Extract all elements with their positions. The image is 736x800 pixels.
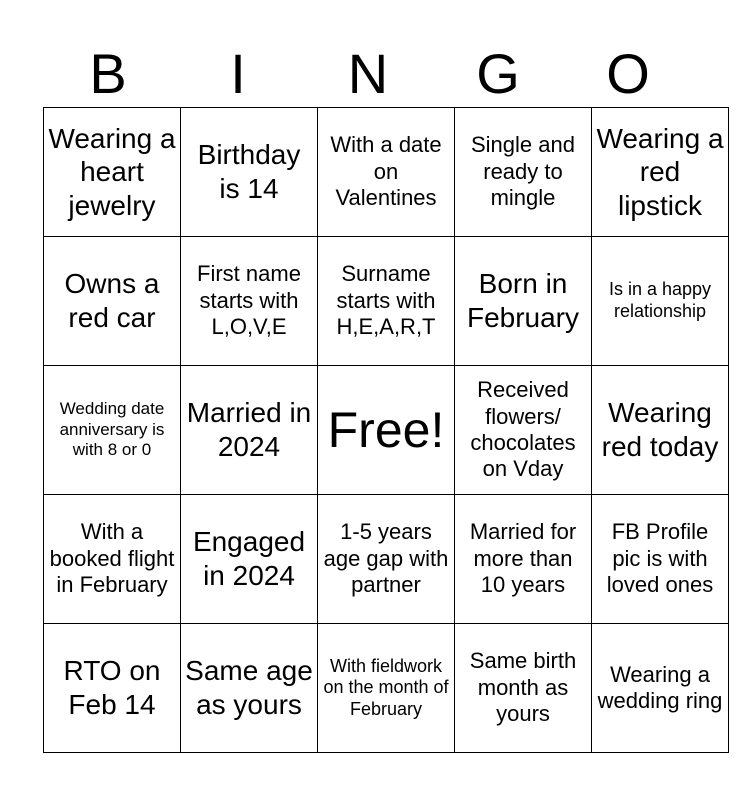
bingo-cell[interactable]: Birthday is 14 [181,108,318,237]
bingo-cell[interactable]: Is in a happy relationship [592,237,729,366]
bingo-cell[interactable]: Married in 2024 [181,366,318,495]
bingo-cell[interactable]: FB Profile pic is with loved ones [592,495,729,624]
bingo-row [44,495,729,624]
bingo-cell[interactable]: Received flowers/ chocolates on Vday [455,366,592,495]
bingo-row [44,108,729,237]
header-letter-o: O [606,42,650,105]
header-letter-n: N [347,42,389,105]
bingo-cell[interactable]: With a booked flight in February [44,495,181,624]
bingo-cell[interactable]: Surname starts with H,E,A,R,T [318,237,455,366]
bingo-cell[interactable]: Owns a red car [44,237,181,366]
header-letter-i: I [230,42,246,105]
bingo-cell[interactable]: Wearing a wedding ring [592,624,729,753]
bingo-cell[interactable]: Born in February [455,237,592,366]
bingo-cell[interactable]: With a date on Valentines [318,108,455,237]
bingo-cell[interactable]: Wearing a red lipstick [592,108,729,237]
bingo-cell[interactable]: 1-5 years age gap with partner [318,495,455,624]
bingo-cell[interactable]: First name starts with L,O,V,E [181,237,318,366]
bingo-row [44,624,729,753]
bingo-cell[interactable]: Single and ready to mingle [455,108,592,237]
bingo-cell[interactable]: Wedding date anniversary is with 8 or 0 [44,366,181,495]
bingo-cell[interactable]: Wearing red today [592,366,729,495]
bingo-row [44,366,729,495]
bingo-cell[interactable]: Married for more than 10 years [455,495,592,624]
bingo-cell[interactable]: Same age as yours [181,624,318,753]
free-space[interactable]: Free! [318,366,455,495]
bingo-card [43,107,729,753]
bingo-cell[interactable]: Wearing a heart jewelry [44,108,181,237]
bingo-cell[interactable]: Same birth month as yours [455,624,592,753]
bingo-row [44,237,729,366]
bingo-header [43,40,693,108]
header-letter-g: G [476,42,520,105]
bingo-cell[interactable]: RTO on Feb 14 [44,624,181,753]
bingo-cell[interactable]: Engaged in 2024 [181,495,318,624]
bingo-cell[interactable]: With fieldwork on the month of February [318,624,455,753]
header-letter-b: B [89,42,127,105]
